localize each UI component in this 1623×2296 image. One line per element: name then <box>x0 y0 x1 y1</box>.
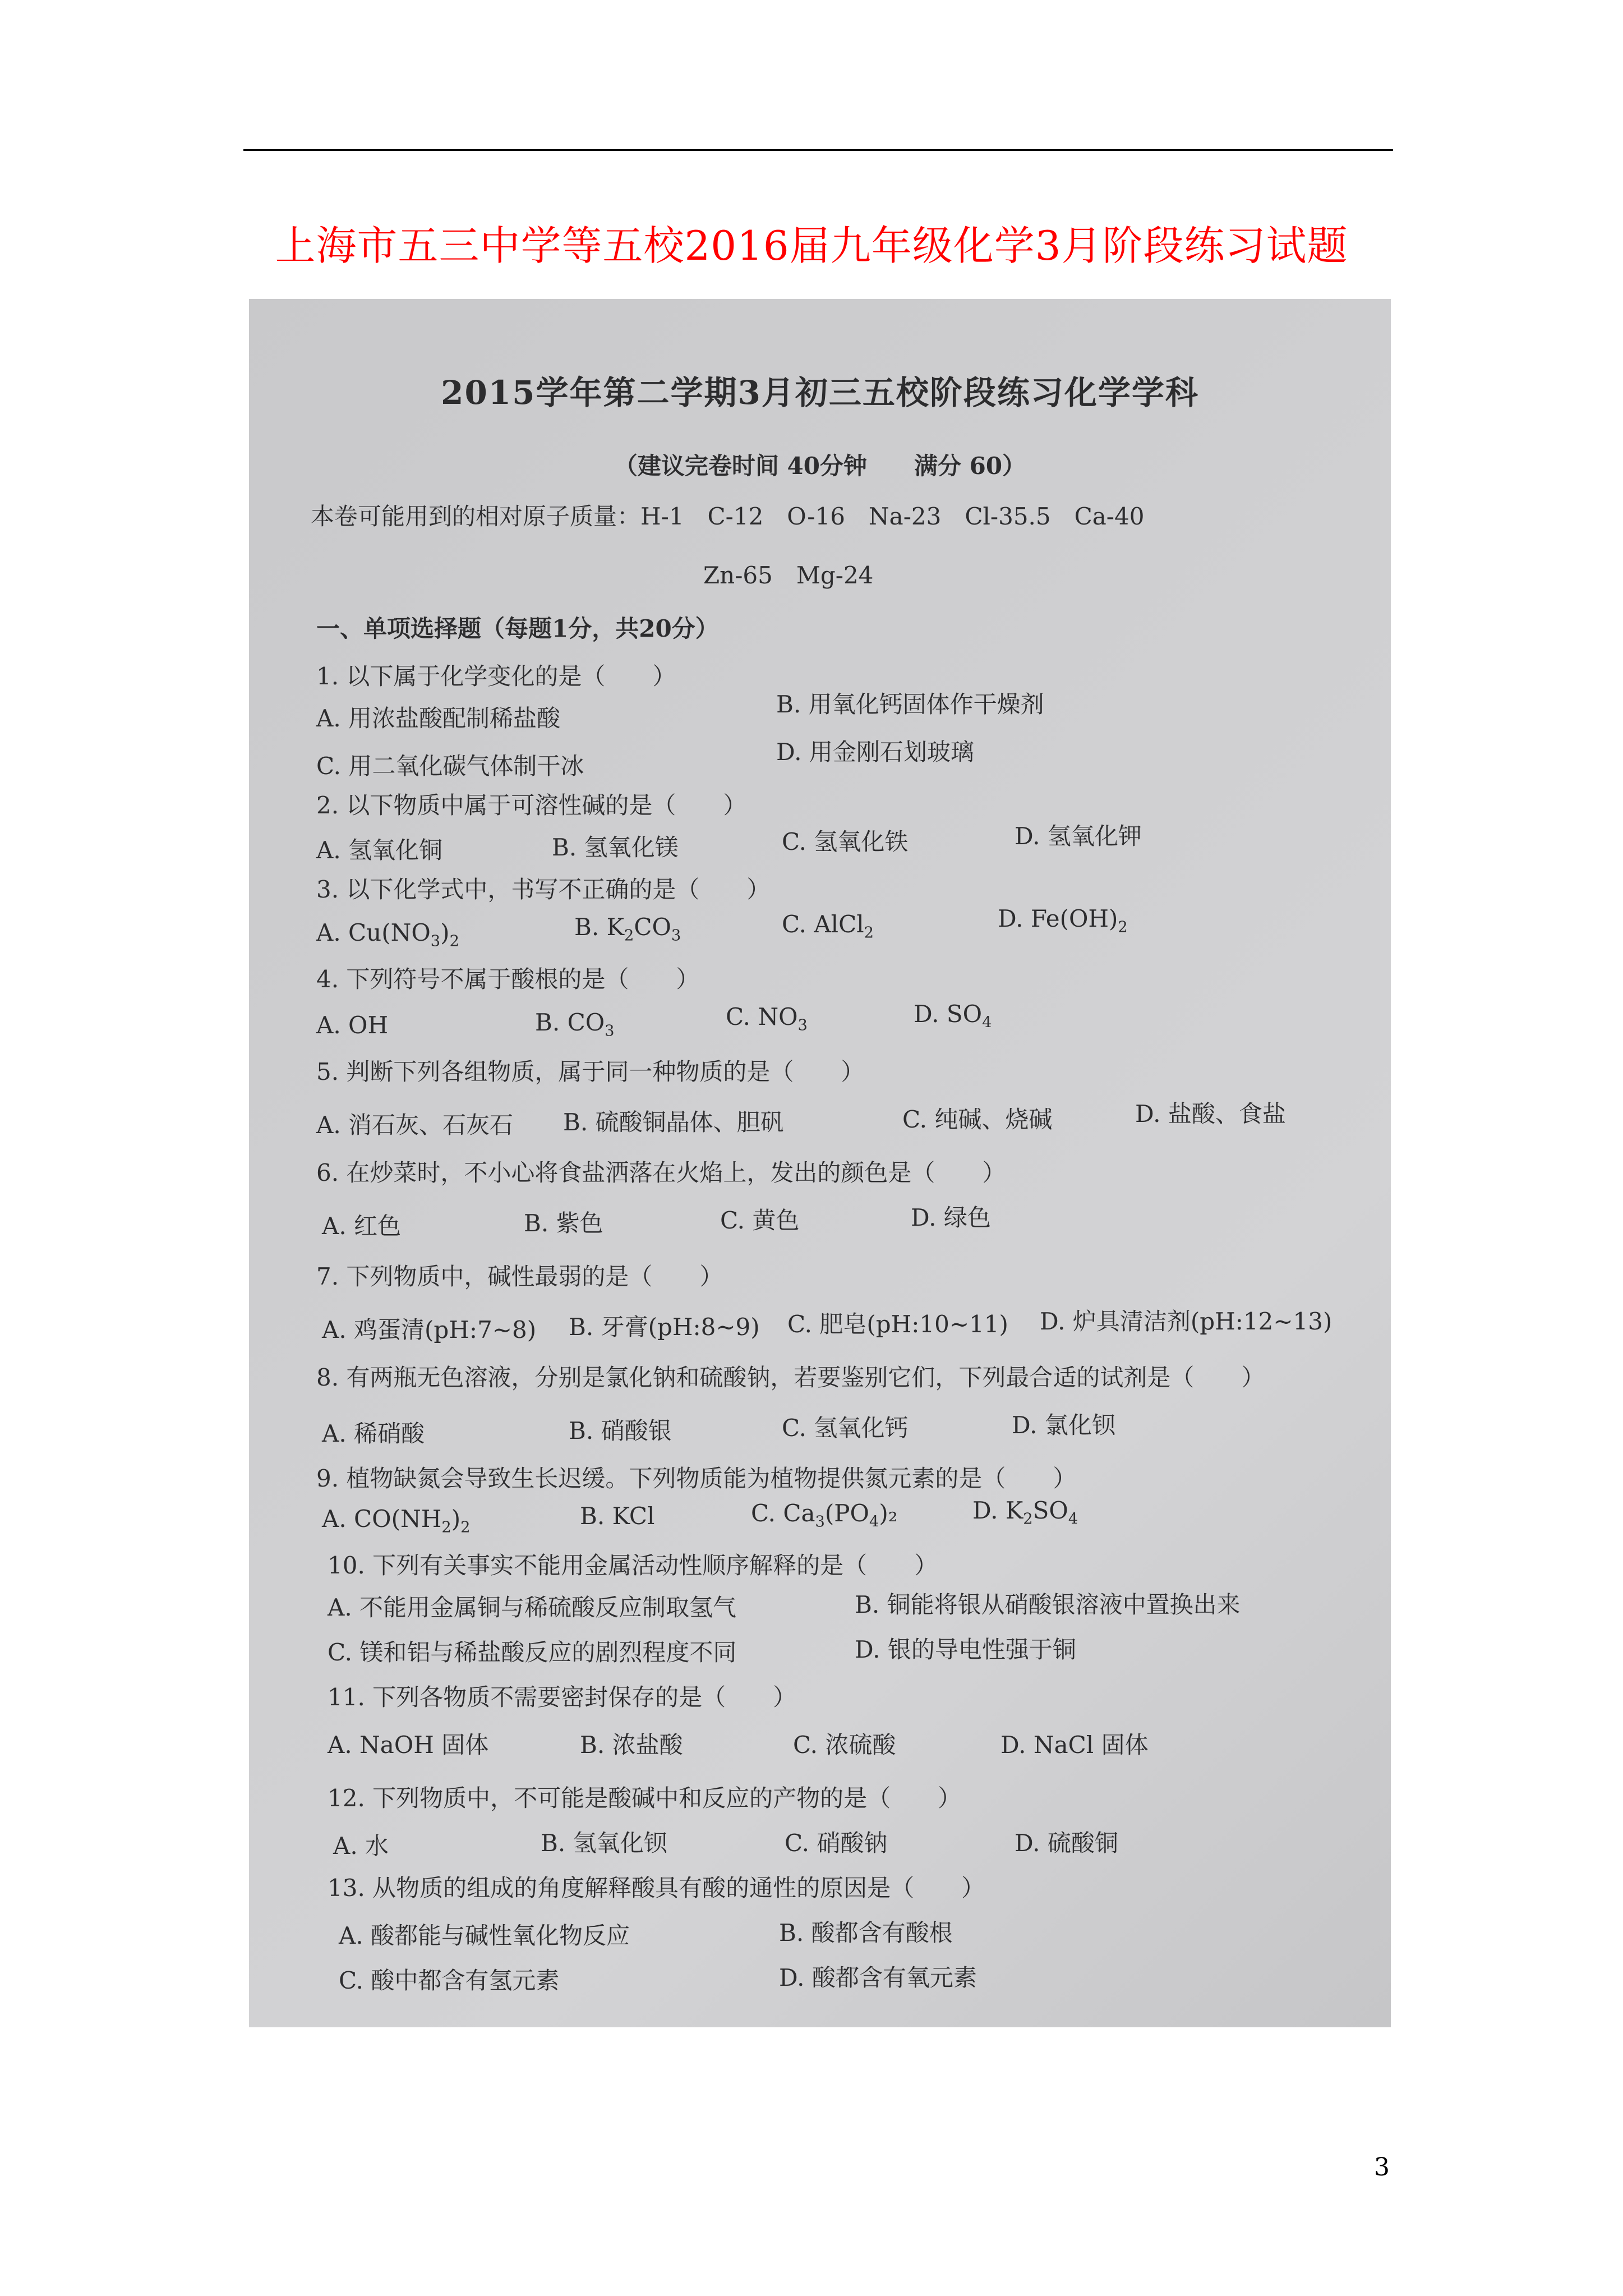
question-option: B. $K_2CO_3$ <box>574 913 681 945</box>
question-stem: 6. 在炒菜时，不小心将食盐洒落在火焰上，发出的颜色是（ ） <box>316 1159 1006 1186</box>
question-option: B. 紫色 <box>524 1209 603 1237</box>
exam-photo <box>249 299 1391 2027</box>
question-option: A. 稀硝酸 <box>322 1420 425 1447</box>
question-stem: 11. 下列各物质不需要密封保存的是（ ） <box>328 1683 797 1711</box>
question-option: D. $SO_4$ <box>914 1000 992 1032</box>
document-title: 上海市五三中学等五校2016届九年级化学3月阶段练习试题 <box>275 222 1348 269</box>
question-option: B. 硝酸银 <box>569 1417 672 1444</box>
question-option: C. 浓硫酸 <box>793 1731 896 1759</box>
question-option: A. 氢氧化铜 <box>316 836 443 864</box>
section-heading: 一、单项选择题（每题1分，共20分） <box>316 615 719 642</box>
question-option: A. 红色 <box>322 1212 402 1240</box>
question-option: D. 硫酸铜 <box>1015 1829 1118 1857</box>
atomic-mass-line-2: Zn-65 Mg-24 <box>703 562 874 589</box>
question-option: D. 酸都含有氧元素 <box>779 1964 977 1991</box>
question-option: C. 硝酸钠 <box>785 1829 888 1857</box>
question-stem: 8. 有两瓶无色溶液，分别是氯化钠和硫酸钠，若要鉴别它们，下列最合适的试剂是（ ） <box>316 1364 1265 1391</box>
question-option: C. 肥皂(pH:10~11) <box>787 1310 1008 1338</box>
question-option: D. 用金刚石划玻璃 <box>776 738 974 766</box>
question-stem: 2. 以下物质中属于可溶性碱的是（ ） <box>316 792 747 819</box>
question-option: C. 氢氧化钙 <box>782 1414 909 1442</box>
question-option: C. AlCl$_2$ <box>782 910 874 942</box>
question-option: C. 酸中都含有氢元素 <box>339 1967 560 1994</box>
question-option: B. $CO_3$ <box>535 1009 615 1040</box>
question-option: C. 纯碱、烧碱 <box>902 1106 1053 1133</box>
question-option: D. 炉具清洁剂(pH:12~13) <box>1040 1308 1332 1335</box>
question-option: A. $CO(NH_2)_2$ <box>322 1505 471 1536</box>
question-option: A. 消石灰、石灰石 <box>316 1111 514 1139</box>
page-number: 3 <box>1374 2153 1390 2182</box>
question-option: A. 用浓盐酸配制稀盐酸 <box>316 705 561 732</box>
question-option: C. $Ca_3(PO_4)_2$ <box>751 1499 898 1531</box>
header-rule <box>243 149 1393 151</box>
question-option: C. 镁和铝与稀盐酸反应的剧烈程度不同 <box>328 1639 737 1666</box>
question-option: C. 用二氧化碳气体制干冰 <box>316 752 584 780</box>
question-option: A. 酸都能与碱性氧化物反应 <box>339 1922 630 1949</box>
question-option: D. 氢氧化钾 <box>1015 822 1142 850</box>
question-option: B. 酸都含有酸根 <box>779 1919 953 1947</box>
question-option: D. $K_2SO_4$ <box>972 1497 1078 1528</box>
question-stem: 7. 下列物质中，碱性最弱的是（ ） <box>316 1263 723 1290</box>
question-stem: 12. 下列物质中，不可能是酸碱中和反应的产物的是（ ） <box>328 1784 962 1812</box>
question-option: B. 用氧化钙固体作干燥剂 <box>776 691 1044 718</box>
question-stem: 4. 下列符号不属于酸根的是（ ） <box>316 965 700 993</box>
question-option: A. OH <box>316 1011 389 1039</box>
question-option: C. 黄色 <box>720 1207 800 1234</box>
question-option: A. 不能用金属铜与稀硫酸反应制取氢气 <box>328 1594 737 1621</box>
question-option: A. NaOH 固体 <box>328 1731 489 1759</box>
question-option: D. 盐酸、食盐 <box>1135 1100 1286 1128</box>
question-option: B. 牙膏(pH:8~9) <box>569 1313 760 1341</box>
question-option: D. 银的导电性强于铜 <box>855 1636 1076 1663</box>
question-option: D. 氯化钡 <box>1012 1411 1115 1439</box>
question-option: B. 浓盐酸 <box>580 1731 683 1759</box>
question-option: A. 水 <box>333 1832 389 1860</box>
exam-title: 2015学年第二学期3月初三五校阶段练习化学学科 <box>441 374 1199 412</box>
question-option: A. 鸡蛋清(pH:7~8) <box>322 1316 537 1343</box>
question-option: C. $NO_3$ <box>726 1003 808 1034</box>
question-option: D. $Fe(OH)_2$ <box>998 905 1128 936</box>
question-option: D. 绿色 <box>911 1204 991 1231</box>
question-stem: 9. 植物缺氮会导致生长迟缓。下列物质能为植物提供氮元素的是（ ） <box>316 1465 1077 1492</box>
question-stem: 5. 判断下列各组物质，属于同一种物质的是（ ） <box>316 1058 865 1085</box>
question-option: C. 氢氧化铁 <box>782 828 909 855</box>
atomic-mass-line-1: 本卷可能用到的相对原子质量：H-1 C-12 O-16 Na-23 Cl-35.5 Ca-40 <box>311 503 1145 530</box>
question-stem: 3. 以下化学式中，书写不正确的是（ ） <box>316 876 771 903</box>
question-option: D. NaCl 固体 <box>1000 1731 1149 1759</box>
question-option: B. KCl <box>580 1502 655 1530</box>
question-stem: 10. 下列有关事实不能用金属活动性顺序解释的是（ ） <box>328 1552 938 1579</box>
question-option: B. 铜能将银从硝酸银溶液中置换出来 <box>855 1591 1241 1618</box>
question-option: B. 硫酸铜晶体、胆矾 <box>563 1108 784 1136</box>
question-stem: 13. 从物质的组成的角度解释酸具有酸的通性的原因是（ ） <box>328 1874 985 1902</box>
question-option: B. 氢氧化钡 <box>541 1829 667 1857</box>
question-option: B. 氢氧化镁 <box>552 834 679 861</box>
question-option: A. $Cu(NO_3)_2$ <box>316 919 459 950</box>
exam-subtitle: （建议完卷时间 40分钟 满分 60） <box>614 452 1026 480</box>
question-stem: 1. 以下属于化学变化的是（ ） <box>316 662 676 690</box>
